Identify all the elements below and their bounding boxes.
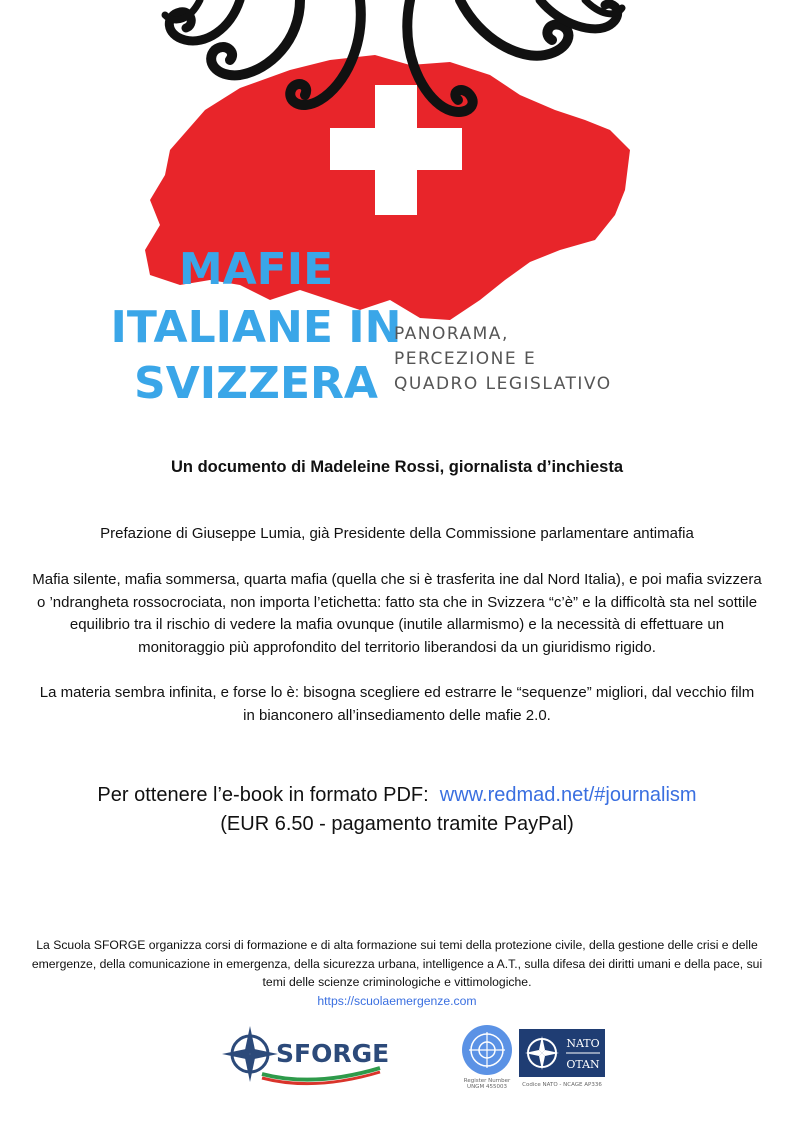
ebook-link[interactable]: www.redmad.net/#journalism: [439, 784, 697, 806]
cta-prefix: Per ottenere l’e-book in formato PDF:: [97, 784, 429, 806]
cover-title-line-1: MAFIE: [178, 244, 334, 295]
ebook-cta: [0, 781, 794, 839]
un-emblem-icon: [462, 1025, 512, 1090]
swiss-cross-horizontal: [330, 128, 462, 170]
school-link[interactable]: https://scuolaemergenze.com: [317, 993, 477, 1008]
cover-image: [0, 0, 794, 420]
cover-subtitle-line-2: PERCEZIONE E: [394, 349, 537, 369]
sforge-wordmark: SFORGE: [276, 1039, 390, 1068]
intro-paragraph-1: Mafia silente, mafia sommersa, quarta mafia (quella che si è trasferita ine dal Nord Italia), e poi mafia svizzera o ’ndrangheta rossocrociata, non importa l’etichetta: fatto sta che in Svizzera “c’è” e la difficoltà sta nel sottile equilibrio tra il rischio di vedere la mafia ovunque (inutile allarmismo) e la necessità di effettuare un monitoraggio più approfondito del territorio liberandosi da un giuridismo rigido.: [32, 571, 762, 656]
otan-text: OTAN: [566, 1058, 600, 1071]
sforge-logo: [222, 1026, 389, 1084]
nato-caption: Codice NATO - NCAGE AP336: [522, 1082, 602, 1088]
footer: [24, 936, 770, 1010]
cover-title-line-2: ITALIANE IN: [110, 302, 402, 353]
nato-text: NATO: [566, 1037, 600, 1050]
cover-illustration: [0, 0, 794, 420]
un-caption-2: UNGM 455003: [467, 1084, 507, 1090]
nato-logo: [519, 1029, 605, 1088]
byline: Un documento di Madeleine Rossi, giornalista d’inchiesta: [171, 458, 623, 476]
cover-title-line-3: SVIZZERA: [134, 358, 378, 409]
footer-text: La Scuola SFORGE organizza corsi di formazione e di alta formazione sui temi della protezione civile, della gestione delle crisi e delle emergenze, della comunicazione in emergenza, della sicurezza urbana, intelligence a A.T., sulla difesa dei diritti umani e della pace, sui temi delle scienze criminologiche e vittimologiche.: [31, 938, 763, 989]
intro-paragraph-2: La materia sembra infinita, e forse lo è: bisogna scegliere ed estrarre le “sequenze” migliori, dal vecchio film in bianconero all’insediamento delle mafie 2.0.: [39, 684, 755, 724]
un-caption-1: Register Number: [463, 1078, 511, 1084]
cover-subtitle: [394, 324, 612, 394]
partner-logos: [0, 1022, 794, 1092]
cta-price: (EUR 6.50 - pagamento tramite PayPal): [220, 813, 574, 835]
preface-credit: Prefazione di Giuseppe Lumia, già Presidente della Commissione parlamentare antimafia: [100, 525, 694, 542]
cover-subtitle-line-3: QUADRO LEGISLATIVO: [394, 374, 612, 394]
cover-subtitle-line-1: PANORAMA,: [394, 324, 509, 344]
